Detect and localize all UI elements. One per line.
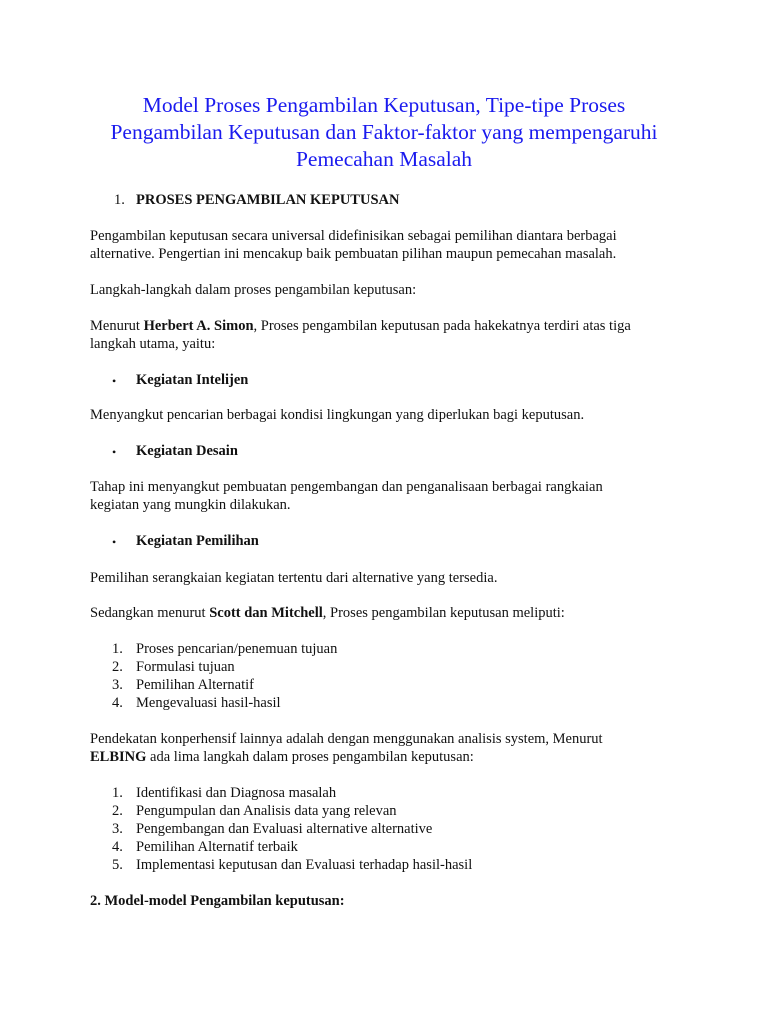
bullet-desc-pemilihan: Pemilihan serangkaian kegiatan tertentu dari alternative yang tersedia. bbox=[90, 570, 498, 586]
elbing-list bbox=[0, 784, 768, 879]
list-item bbox=[112, 694, 337, 712]
bullet-heading: Kegiatan Desain bbox=[136, 443, 238, 459]
title-line-1: Model Proses Pengambilan Keputusan, Tipe-tipe Proses bbox=[142, 93, 626, 117]
list-item bbox=[112, 784, 472, 802]
list-number: 1. bbox=[112, 785, 123, 801]
list-item bbox=[112, 640, 337, 658]
scott-list bbox=[0, 640, 768, 720]
simon-name: Herbert A. Simon bbox=[143, 318, 254, 334]
list-item bbox=[112, 676, 337, 694]
bullet-dot: • bbox=[112, 374, 117, 388]
bullet-heading: Kegiatan Pemilihan bbox=[136, 533, 259, 549]
list-item bbox=[112, 658, 337, 676]
list-item bbox=[112, 802, 472, 820]
list-text: Pemilihan Alternatif bbox=[136, 677, 254, 693]
scott-name: Scott dan Mitchell bbox=[209, 605, 323, 621]
list-text: Pemilihan Alternatif terbaik bbox=[136, 839, 298, 855]
simon-line-1 bbox=[90, 317, 690, 335]
list-text: Pengumpulan dan Analisis data yang relevan bbox=[136, 803, 397, 819]
list-text: Identifikasi dan Diagnosa masalah bbox=[136, 785, 337, 801]
list-text: Implementasi keputusan dan Evaluasi terhadap hasil-hasil bbox=[136, 857, 473, 873]
simon-line-2: langkah utama, yaitu: bbox=[90, 336, 216, 352]
elbing-name: ELBING bbox=[90, 749, 147, 765]
steps-paragraph: Langkah-langkah dalam proses pengambilan keputusan: bbox=[90, 282, 417, 298]
list-number: 4. bbox=[112, 839, 123, 855]
list-text: Mengevaluasi hasil-hasil bbox=[136, 695, 281, 711]
list-item bbox=[112, 856, 472, 874]
list-number: 1. bbox=[112, 641, 123, 657]
scott-suffix: , Proses pengambilan keputusan meliputi: bbox=[322, 605, 565, 621]
section-1-number: 1. bbox=[114, 192, 125, 208]
desain-desc-line-1: Tahap ini menyangkut pembuatan pengembangan dan penganalisaan berbagai rangkaian bbox=[90, 479, 603, 495]
bullet-desc-intelijen: Menyangkut pencarian berbagai kondisi lingkungan yang diperlukan bagi keputusan. bbox=[90, 407, 585, 423]
bullet-dot: • bbox=[112, 535, 117, 549]
list-number: 3. bbox=[112, 821, 123, 837]
document-title bbox=[80, 92, 688, 173]
simon-paragraph bbox=[90, 317, 690, 353]
bullet-desc-desain bbox=[90, 478, 690, 514]
section-1-title: PROSES PENGAMBILAN KEPUTUSAN bbox=[136, 192, 400, 208]
simon-suffix: , Proses pengambilan keputusan pada hakekatnya terdiri atas tiga bbox=[253, 318, 631, 334]
list-number: 4. bbox=[112, 695, 123, 711]
elbing-paragraph bbox=[90, 730, 690, 766]
elbing-line-2 bbox=[90, 748, 690, 766]
desain-desc-line-2: kegiatan yang mungkin dilakukan. bbox=[90, 497, 291, 513]
title-line-2: Pengambilan Keputusan dan Faktor-faktor yang mempengaruhi bbox=[110, 120, 658, 144]
list-text: Proses pencarian/penemuan tujuan bbox=[136, 641, 338, 657]
list-number: 2. bbox=[112, 659, 123, 675]
list-number: 3. bbox=[112, 677, 123, 693]
bullet-heading: Kegiatan Intelijen bbox=[136, 372, 249, 388]
list-item bbox=[112, 820, 472, 838]
elbing-suffix: ada lima langkah dalam proses pengambilan keputusan: bbox=[146, 749, 474, 765]
title-line-3: Pemecahan Masalah bbox=[295, 147, 473, 171]
list-text: Formulasi tujuan bbox=[136, 659, 235, 675]
bullet-dot: • bbox=[112, 445, 117, 459]
simon-prefix: Menurut bbox=[90, 318, 144, 334]
list-item bbox=[112, 838, 472, 856]
definition-line-2: alternative. Pengertian ini mencakup baik pembuatan pilihan maupun pemecahan masalah. bbox=[90, 246, 617, 262]
definition-paragraph bbox=[90, 227, 690, 263]
definition-line-1: Pengambilan keputusan secara universal didefinisikan sebagai pemilihan diantara berbagai bbox=[90, 228, 617, 244]
list-number: 5. bbox=[112, 857, 123, 873]
elbing-line-1: Pendekatan konperhensif lainnya adalah dengan menggunakan analisis system, Menurut bbox=[90, 731, 603, 747]
section-2-heading: 2. Model-model Pengambilan keputusan: bbox=[90, 893, 345, 909]
scott-prefix: Sedangkan menurut bbox=[90, 605, 210, 621]
list-text: Pengembangan dan Evaluasi alternative alternative bbox=[136, 821, 433, 837]
scott-paragraph bbox=[90, 604, 690, 622]
list-number: 2. bbox=[112, 803, 123, 819]
